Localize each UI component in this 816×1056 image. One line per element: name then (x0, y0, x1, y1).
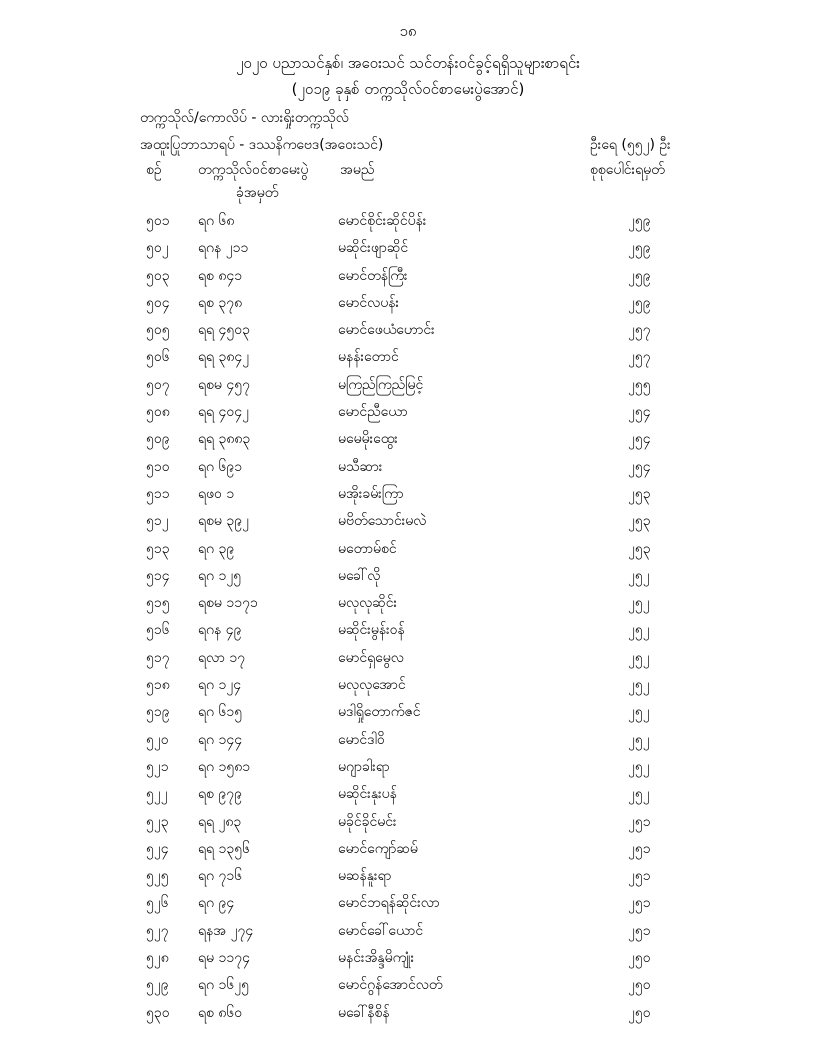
results-table (0, 211, 816, 1030)
row-number: ၅၂၄ (146, 840, 169, 857)
student-name: မောင်ညီယော (338, 404, 408, 421)
column-header-roll: တက္ကသိုလ်ဝင်စာမေးပွဲ (198, 162, 309, 178)
student-name: မဆိုင်းမွန်းဝန် (338, 622, 405, 639)
total-score: ၂၅၁ (628, 868, 651, 885)
row-number: ၅၁၀ (146, 458, 170, 475)
total-score: ၂၅၂ (628, 567, 650, 584)
table-row (0, 675, 816, 702)
table-row (0, 266, 816, 293)
roll-number: ရမ ၁၁၇၄ (198, 950, 250, 967)
table-row (0, 238, 816, 265)
student-name: မနင်းအိန္ဒမိကျုံး (338, 950, 415, 967)
row-number: ၅၀၃ (146, 267, 170, 284)
total-score: ၂၅၀ (628, 1004, 651, 1021)
student-name: မောင်ကျော်ဆမ် (338, 840, 418, 857)
row-number: ၅၁၄ (146, 567, 170, 584)
roll-number: ရရ ၄၀၄၂ (198, 404, 250, 421)
table-row (0, 402, 816, 429)
total-score: ၂၅၁ (628, 922, 651, 939)
table-row (0, 866, 816, 893)
total-score: ၂၅၉ (628, 294, 651, 311)
row-number: ၅၁၉ (146, 704, 170, 721)
roll-number: ရရ ၂၈၃ (198, 813, 242, 830)
roll-number: ရရ ၃၈၄၂ (198, 349, 250, 366)
student-name: မောင်ဘရန်ဆိုင်းလာ (338, 895, 440, 912)
row-number: ၅၂၀ (146, 731, 169, 748)
student-name: မောင်တန်ကြီး (338, 267, 408, 284)
student-name: မအိုးခမ်းကြာ (338, 485, 404, 502)
total-score: ၂၅၂ (628, 622, 650, 639)
total-score: ၂၅၀ (628, 977, 651, 994)
table-row (0, 921, 816, 948)
column-header-no: စဉ် (146, 162, 162, 178)
roll-number: ရရ ၃၈၈၃ (198, 431, 251, 448)
table-row (0, 702, 816, 729)
row-number: ၅၂၇ (146, 922, 169, 939)
page-number: ၁၈ (399, 22, 417, 40)
row-number: ၅၁၇ (146, 649, 170, 666)
roll-number: ရရ ၁၃၅၆ (198, 840, 251, 857)
table-row (0, 648, 816, 675)
row-number: ၅၁၁ (146, 485, 170, 502)
table-row (0, 975, 816, 1002)
total-score: ၂၅၁ (628, 840, 651, 857)
table-row (0, 620, 816, 647)
student-name: မဆန်နူးရာ (338, 868, 392, 885)
total-score: ၂၅၂ (628, 704, 650, 721)
column-header-roll-line2: ခုံအမှတ် (236, 185, 279, 201)
student-name: မောင်ဂွန်အောင်လတ် (338, 977, 443, 994)
table-row (0, 757, 816, 784)
total-score: ၂၅၃ (628, 513, 651, 530)
total-score: ၂၅၂ (628, 677, 650, 694)
roll-number: ရဂ ၆၁၅ (198, 704, 243, 721)
row-number: ၅၀၉ (146, 431, 170, 448)
roll-number: ရစမ ၄၅၇ (198, 376, 250, 393)
student-name: မဆိုင်းဖျာဆိုင် (338, 240, 409, 257)
student-name: မမေမိုးထွေး (338, 431, 398, 448)
student-name: မောင်ဒါဝိ (338, 731, 385, 748)
roll-number: ရရ ၄၅၀၃ (198, 322, 251, 339)
roll-number: ရဂ ၁၄၄ (198, 731, 243, 748)
total-score: ၂၅၅ (628, 376, 651, 393)
table-row (0, 375, 816, 402)
row-number: ၅၀၇ (146, 376, 170, 393)
row-number: ၅၁၅ (146, 595, 170, 612)
table-row (0, 1003, 816, 1030)
total-score: ၂၅၉ (628, 240, 651, 257)
roll-number: ရစမ ၁၁၇၁ (198, 595, 258, 612)
total-score: ၂၅၃ (628, 485, 651, 502)
total-score: ၂၅၂ (628, 758, 650, 775)
total-score: ၂၅၀ (628, 950, 651, 967)
total-score: ၂၅၇ (628, 349, 651, 366)
total-score: ၂၅၇ (628, 322, 651, 339)
roll-number: ရဂန ၄၉ (198, 622, 242, 639)
row-number: ၅၁၆ (146, 622, 170, 639)
roll-number: ရဂ ၁၆၂၅ (198, 977, 249, 994)
roll-number: ရဂ ၆၈ (198, 213, 235, 229)
total-score: ၂၅၁ (628, 813, 651, 830)
document-title: ၂၀၂၀ ပညာသင်နှစ်၊ အဝေးသင် သင်တန်းဝင်ခွင့်ရရှိသူများစာရင်း (236, 54, 580, 72)
major-label: အထူးပြုဘာသာရပ် - ဒဿနိကဗေဒ(အဝေးသင်) (140, 137, 384, 153)
total-score: ၂၅၃ (628, 540, 651, 557)
roll-number: ရဂ ၆၉၁ (198, 458, 243, 475)
student-name: မောင်ရှမွေလ (338, 649, 404, 666)
table-row (0, 539, 816, 566)
total-score: ၂၅၉ (628, 213, 651, 229)
row-number: ၅၂၈ (146, 950, 169, 967)
total-score: ၂၅၄ (628, 404, 651, 421)
total-score: ၂၅၂ (628, 731, 650, 748)
student-name: မဆိုင်းနုးပန် (338, 786, 397, 803)
roll-number: ရဂ ၁၅၈၁ (198, 758, 251, 775)
row-number: ၅၂၃ (146, 813, 169, 830)
total-score: ၂၅၁ (628, 895, 651, 912)
roll-number: ရဂ ၇၁၆ (198, 868, 243, 885)
total-score: ၂၅၂ (628, 786, 650, 803)
table-row (0, 593, 816, 620)
student-name: မောင်ဖေယံဟောင်း (338, 322, 435, 339)
student-name: မတောမ်စင် (338, 540, 397, 557)
table-row (0, 457, 816, 484)
roll-number: ရဖဝ ၁ (198, 485, 235, 502)
row-number: ၅၂၆ (146, 895, 169, 912)
roll-number: ရစ ၃၇၈ (198, 294, 243, 311)
student-name: မခေါ်လို (338, 567, 381, 584)
roll-number: ရစ ၈၆၀ (198, 1004, 243, 1021)
student-name: မောင်လပန်း (338, 294, 400, 311)
row-number: ၅၀၅ (146, 322, 170, 339)
roll-number: ရဂ ၁၂၄ (198, 677, 242, 694)
table-row (0, 320, 816, 347)
student-name: မကြည်ကြည်မြင့် (338, 376, 424, 393)
roll-number: ရလာ ၁၇ (198, 649, 246, 666)
student-name: မဂျာခါးရာ (338, 758, 390, 775)
total-score: ၂၅၂ (628, 649, 650, 666)
table-row (0, 347, 816, 374)
student-name: မဒါရှိုတောက်ဇင် (338, 704, 421, 721)
row-number: ၅၂၁ (146, 758, 169, 775)
roll-number: ရစ ၉၇၉ (198, 786, 242, 803)
row-number: ၅၁၃ (146, 540, 170, 557)
row-number: ၅၂၉ (146, 977, 169, 994)
roll-number: ရနအ ၂၇၄ (198, 922, 254, 939)
column-header-name: အမည် (340, 162, 375, 178)
table-row (0, 730, 816, 757)
table-row (0, 511, 816, 538)
table-row (0, 484, 816, 511)
roll-number: ရစမ ၃၉၂ (198, 513, 249, 530)
student-name: မနန်းတောင် (338, 349, 399, 366)
table-row (0, 893, 816, 920)
document-subtitle: (၂၀၁၉ ခုနှစ် တက္ကသိုလ်ဝင်စာမေးပွဲအောင်) (291, 80, 525, 98)
table-row (0, 784, 816, 811)
row-number: ၅၃၀ (146, 1004, 170, 1021)
student-name: မဗိတ်သောင်းမလဲ (338, 513, 427, 530)
roll-number: ရဂ ၃၉ (198, 540, 235, 557)
total-score: ၂၅၄ (628, 431, 651, 448)
university-label: တက္ကသိုလ်/ကောလိပ် - လားရှိုးတက္ကသိုလ် (140, 110, 349, 126)
total-score: ၂၅၄ (628, 458, 651, 475)
student-name: မောင်စိုင်းဆိုင်ပိန်း (338, 213, 427, 229)
table-row (0, 839, 816, 866)
row-number: ၅၂၂ (146, 786, 168, 803)
table-row (0, 566, 816, 593)
student-name: မခိုင်ခိုင်မင်း (338, 813, 397, 830)
roll-number: ရစ ၈၄၁ (198, 267, 243, 284)
row-number: ၅၁၈ (146, 677, 170, 694)
row-number: ၅၂၅ (146, 868, 169, 885)
row-number: ၅၀၄ (146, 294, 170, 311)
table-row (0, 211, 816, 238)
table-row (0, 948, 816, 975)
table-row (0, 429, 816, 456)
table-row (0, 812, 816, 839)
row-number: ၅၁၂ (146, 513, 169, 530)
student-name: မောင်ခေါ်ယောင် (338, 922, 424, 939)
table-row (0, 293, 816, 320)
student-count: ဦးရေ (၅၅၂) ဦး (590, 137, 671, 153)
row-number: ၅၀၈ (146, 404, 170, 421)
student-name: မလုလုဆိုင်း (338, 595, 398, 612)
row-number: ၅၀၁ (146, 213, 170, 229)
column-header-total: စုစုပေါင်းရမှတ် (590, 162, 665, 178)
total-score: ၂၅၉ (628, 267, 651, 284)
roll-number: ရဂန ၂၁၁ (198, 240, 249, 257)
student-name: မခေါ်နီစိန် (338, 1004, 390, 1021)
roll-number: ရဂ ၁၂၅ (198, 567, 242, 584)
student-name: မလုလုအောင် (338, 677, 406, 694)
student-name: မသီဆား (338, 458, 383, 475)
total-score: ၂၅၂ (628, 595, 650, 612)
row-number: ၅၀၂ (146, 240, 169, 257)
row-number: ၅၀၆ (146, 349, 170, 366)
roll-number: ရဂ ၉၄ (198, 895, 235, 912)
